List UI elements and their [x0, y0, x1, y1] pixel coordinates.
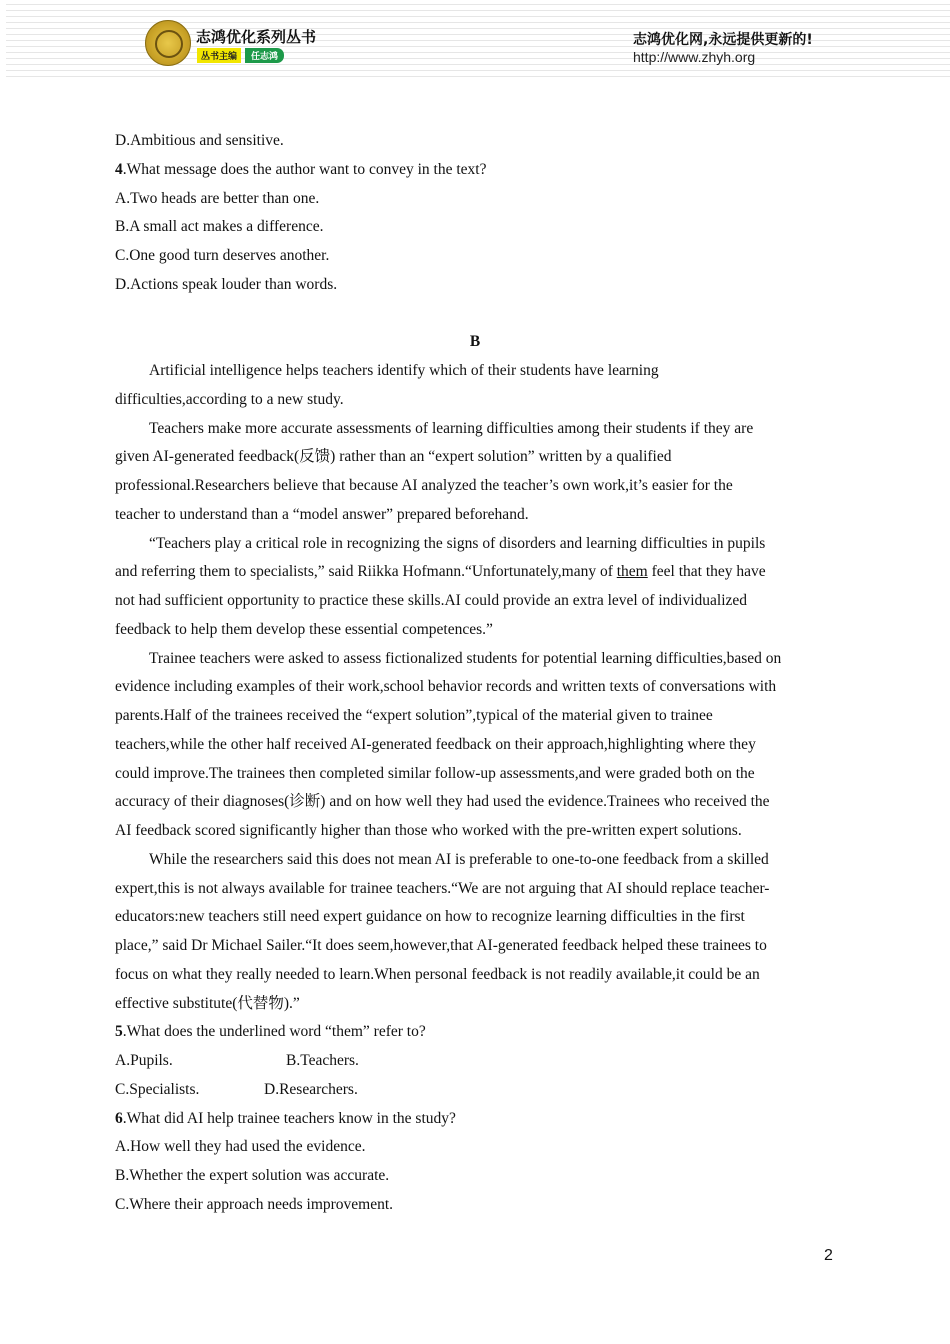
question-5 — [115, 1018, 845, 1047]
question-number: 4 — [115, 160, 123, 178]
option: A.Two heads are better than one. — [115, 189, 320, 207]
passage-line: professional.Researchers believe that because AI analyzed the teacher’s own work,it’s easier for the — [115, 477, 733, 494]
logo-seal-icon — [145, 20, 191, 66]
option: C.One good turn deserves another. — [115, 247, 330, 264]
paragraph — [115, 415, 845, 530]
passage-line: parents.Half of the trainees received the “expert solution”,typical of the material given to trainee — [115, 707, 713, 724]
option: A.How well they had used the evidence. — [115, 1138, 366, 1156]
passage-line: accuracy of their diagnoses(诊断) and on how well they had used the evidence.Trainees who received the — [115, 793, 770, 811]
page-number: 2 — [824, 1247, 833, 1264]
question-text: .What does the underlined word “them” refer to? — [122, 1023, 426, 1041]
option: B.Whether the expert solution was accurate. — [115, 1167, 390, 1184]
question-6 — [115, 1105, 845, 1134]
text: feel that they have — [647, 563, 766, 581]
passage-line: expert,this is not always available for trainee teachers.“We are not arguing that AI should replace teacher- — [115, 879, 770, 897]
question-4 — [115, 156, 845, 185]
option-row — [115, 1047, 845, 1076]
passage-line: evidence including examples of their work,school behavior records and written texts of conversations with — [115, 678, 777, 696]
editor-name: 任志鸿 — [245, 48, 284, 63]
paragraph — [115, 357, 845, 415]
passage-line: teachers,while the other half received AI-generated feedback on their approach,highlighting where they — [115, 735, 756, 753]
passage-line: not had sufficient opportunity to practice these skills.AI could provide an extra level of individualized — [115, 592, 748, 609]
section-heading: B — [469, 333, 481, 351]
underlined-word: them — [616, 563, 648, 581]
passage-line: While the researchers said this does not mean AI is preferable to one-to-one feedback from a skilled — [149, 850, 769, 868]
passage-line: could improve.The trainees then completed similar follow-up assessments,and were graded both on the — [115, 764, 755, 782]
header-slogan: 志鸿优化网,永远提供更新的! — [633, 32, 813, 48]
passage-line: difficulties,according to a new study. — [115, 390, 344, 408]
option: C.Specialists. — [115, 1080, 200, 1098]
passage-line: Artificial intelligence helps teachers identify which of their students have learning — [149, 362, 659, 379]
option: C.Where their approach needs improvement. — [115, 1195, 394, 1213]
option-row — [115, 1076, 845, 1105]
option: B.Teachers. — [286, 1052, 359, 1069]
paragraph — [115, 846, 845, 1019]
passage-line: teacher to understand than a “model answer” prepared beforehand. — [115, 505, 529, 523]
passage-line: effective substitute(代替物).” — [115, 994, 300, 1012]
passage-line: Teachers make more accurate assessments of learning difficulties among their students if they are — [149, 419, 754, 437]
editor-label: 丛书主编 — [197, 48, 241, 63]
question-text: .What message does the author want to convey in the text? — [122, 160, 487, 178]
text: and referring them to specialists,” said Riikka Hofmann.“Unfortunately,many of — [115, 563, 617, 581]
question-text: .What did AI help trainee teachers know in the study? — [122, 1109, 456, 1127]
question-number: 5 — [115, 1023, 123, 1041]
passage-line: Trainee teachers were asked to assess fictionalized students for potential learning difficulties,based on — [149, 649, 782, 667]
option: D.Researchers. — [264, 1080, 358, 1098]
passage-line: place,” said Dr Michael Sailer.“It does seem,however,that AI-generated feedback helped these trainees to — [115, 937, 767, 954]
passage-line: educators:new teachers still need expert guidance on how to recognize learning difficulties in the first — [115, 908, 745, 926]
passage-line: feedback to help them develop these essential competences.” — [115, 620, 493, 638]
brand-title: 志鸿优化系列丛书 — [196, 28, 317, 46]
option: B.A small act makes a difference. — [115, 218, 324, 236]
paragraph — [115, 645, 845, 846]
passage-line — [115, 558, 845, 587]
passage-line: focus on what they really needed to learn.When personal feedback is not readily available,it could be an — [115, 965, 760, 983]
option: A.Pupils. — [115, 1052, 173, 1069]
question-number: 6 — [115, 1109, 123, 1127]
option: D.Ambitious and sensitive. — [115, 132, 284, 149]
header-url: http://www.zhyh.org — [633, 49, 756, 65]
option: D.Actions speak louder than words. — [115, 275, 338, 293]
passage-line: given AI-generated feedback(反馈) rather than an “expert solution” written by a qualified — [115, 448, 672, 466]
passage-line: “Teachers play a critical role in recognizing the signs of disorders and learning difficulties in pupils — [149, 534, 766, 552]
paragraph — [115, 530, 845, 645]
document-body — [115, 127, 845, 1220]
passage-line: AI feedback scored significantly higher than those who worked with the pre-written expert solutions. — [115, 822, 742, 839]
